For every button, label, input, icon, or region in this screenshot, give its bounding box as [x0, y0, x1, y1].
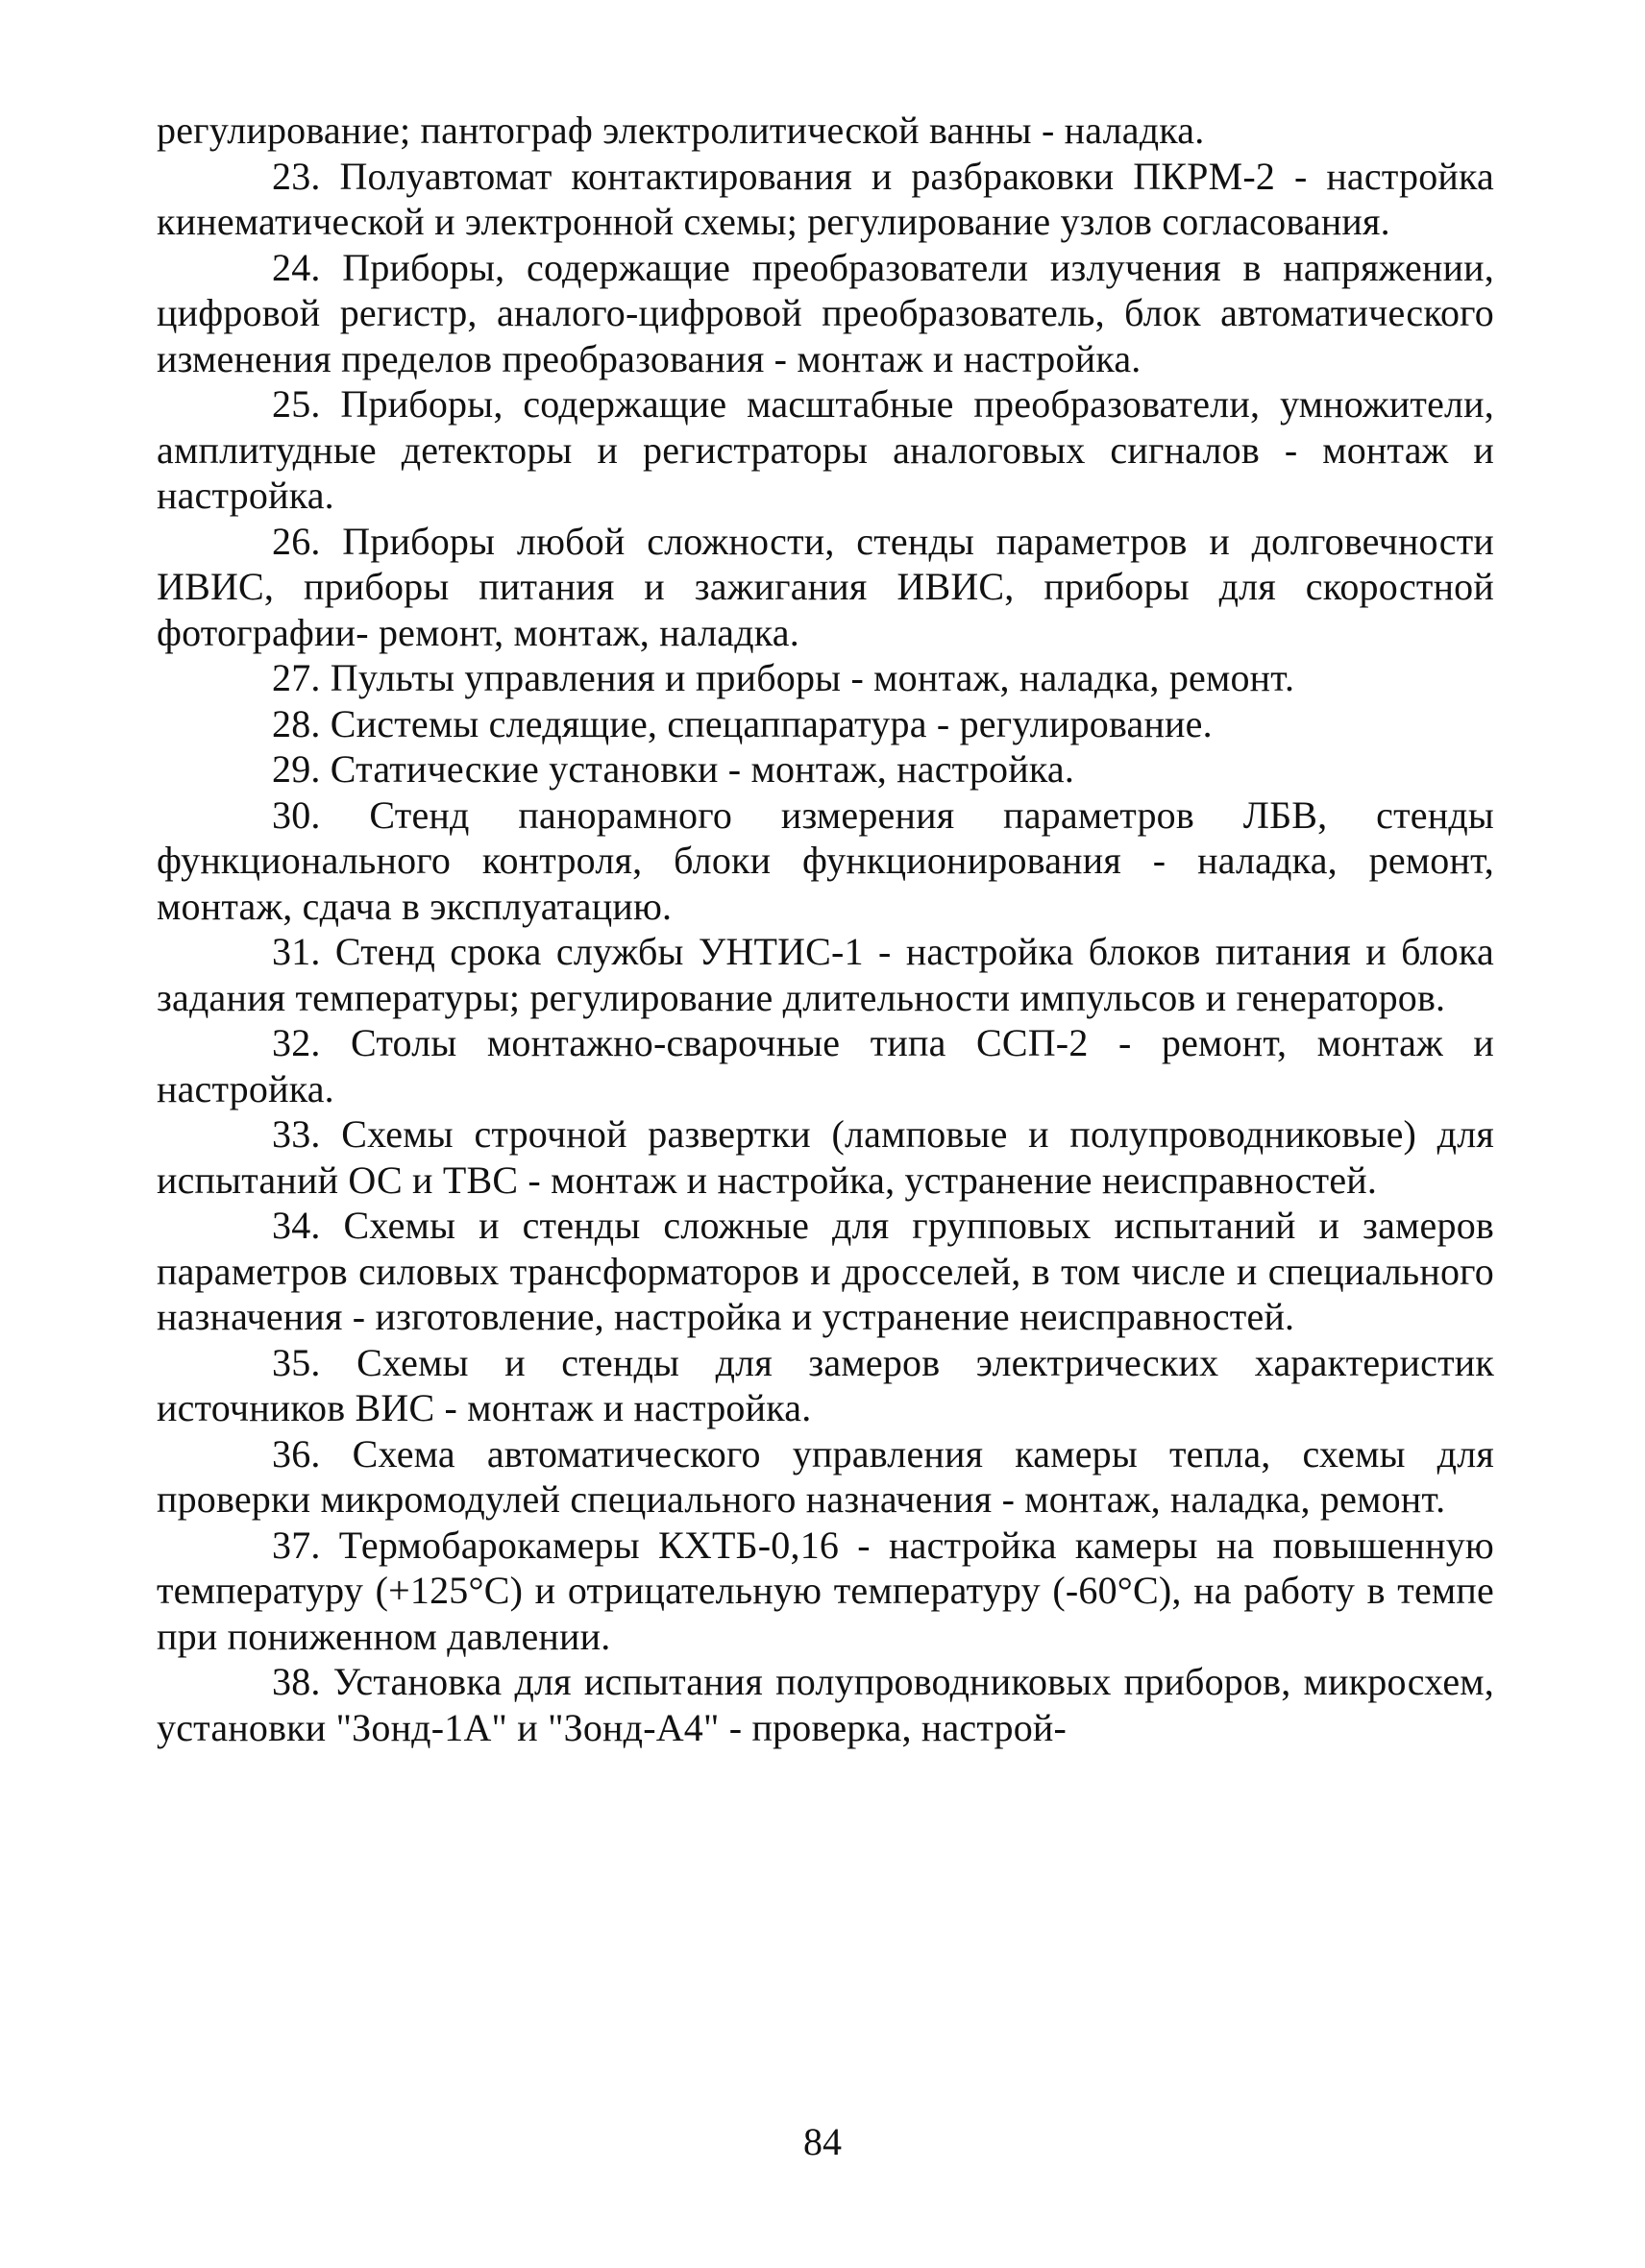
paragraph-item-26: 26. Приборы любой сложности, стенды параметров и долговечности ИВИС, приборы питания и зажигания ИВИС, приборы для скоростной фотографии- ремонт, монтаж, наладка.	[157, 519, 1494, 654]
paragraph-item-34: 34. Схемы и стенды сложные для групповых испытаний и замеров параметров силовых трансформаторов и дросселей, в том числе и специального назначения - изготовление, настройка и устранение неисправностей.	[157, 1204, 1494, 1338]
document-page	[157, 108, 1494, 1750]
paragraph-item-29: 29. Статические установки - монтаж, настройка.	[272, 747, 1075, 791]
paragraph-item-28: 28. Системы следящие, спецаппаратура - регулирование.	[272, 701, 1213, 745]
paragraph-item-24: 24. Приборы, содержащие преобразователи излучения в напряжении, цифровой регистр, аналого-цифровой преобразователь, блок автоматического изменения пределов преобразования - монтаж и настройка.	[157, 245, 1494, 380]
paragraph-item-32: 32. Столы монтажно-сварочные типа ССП-2 - ремонт, монтаж и настройка.	[157, 1021, 1494, 1110]
paragraph-item-30: 30. Стенд панорамного измерения параметров ЛБВ, стенды функционального контроля, блоки функционирования - наладка, ремонт, монтаж, сдача в эксплуатацию.	[157, 793, 1494, 928]
paragraph-item-35: 35. Схемы и стенды для замеров электрических характеристик источников ВИС - монтаж и настройка.	[157, 1340, 1494, 1429]
paragraph-item-27: 27. Пульты управления и приборы - монтаж, наладка, ремонт.	[272, 656, 1295, 699]
paragraph-item-37: 37. Термобарокамеры КХТБ-0,16 - настройка камеры на повышенную температуру (+125°С) и отрицательную температуру (-60°С), на работу в темпе при пониженном давлении.	[157, 1523, 1494, 1658]
page-number: 84	[803, 2120, 842, 2163]
paragraph-item-33: 33. Схемы строчной развертки (ламповые и полупроводниковые) для испытаний ОС и ТВС - монтаж и настройка, устранение неисправностей.	[157, 1112, 1494, 1202]
paragraph-continuation: регулирование; пантограф электролитической ванны - наладка.	[157, 109, 1205, 152]
paragraph-item-31: 31. Стенд срока службы УНТИС-1 - настройка блоков питания и блока задания температуры; регулирование длительности импульсов и генераторов.	[157, 930, 1494, 1019]
paragraph-item-23: 23. Полуавтомат контактирования и разбраковки ПКРМ-2 - настройка кинематической и электронной схемы; регулирование узлов согласования.	[157, 154, 1494, 243]
paragraph-item-36: 36. Схема автоматического управления камеры тепла, схемы для проверки микромодулей специального назначения - монтаж, наладка, ремонт.	[157, 1431, 1494, 1521]
paragraph-item-25: 25. Приборы, содержащие масштабные преобразователи, умножители, амплитудные детекторы и регистраторы аналоговых сигналов - монтаж и настройка.	[157, 382, 1494, 517]
paragraph-item-38: 38. Установка для испытания полупроводниковых приборов, микросхем, установки "Зонд-1А" и "Зонд-А4" - проверка, настрой-	[157, 1660, 1494, 1749]
